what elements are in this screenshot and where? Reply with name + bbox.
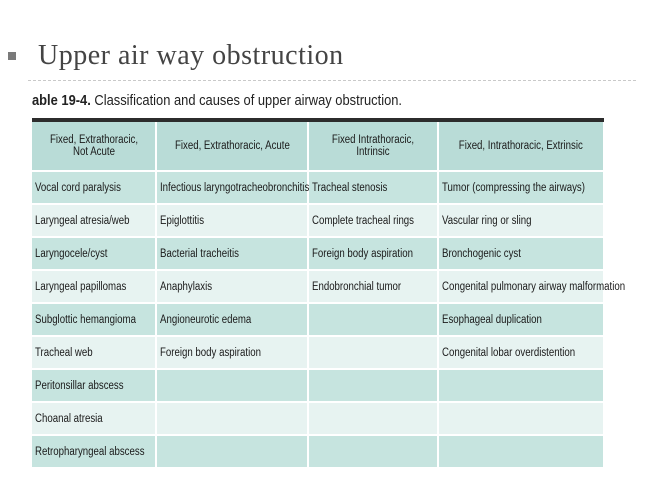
table-row [32,237,604,270]
table-cell [308,435,438,468]
table-cell: Tracheal stenosis [308,171,438,204]
table-cell: Laryngeal papillomas [32,270,156,303]
obstruction-table [32,122,626,469]
table-cell: Choanal atresia [32,402,156,435]
table-cell [156,402,308,435]
column-header: Fixed, Extrathoracic, Acute [156,122,308,171]
table-cell: Bacterial tracheitis [156,237,308,270]
table-cell [156,435,308,468]
table-row [32,171,604,204]
slide-accent-bar [0,0,28,82]
slide-accent-square [8,52,16,60]
table-cell: Foreign body aspiration [308,237,438,270]
column-header: Fixed, Intrathoracic, Extrinsic [438,122,604,171]
table-row [32,369,604,402]
table-cell: Anaphylaxis [156,270,308,303]
table-cell: Congenital pulmonary airway malformation [438,270,604,303]
table-cell [308,402,438,435]
table-cell: Subglottic hemangioma [32,303,156,336]
table-cell [156,369,308,402]
table-row [32,402,604,435]
table-cell: Congenital lobar overdistention [438,336,604,369]
table-cell [308,369,438,402]
table-caption [32,92,402,109]
table-cell [438,435,604,468]
table-cell [438,402,604,435]
table-cell: Retropharyngeal abscess [32,435,156,468]
table-caption-number: able 19-4. [32,92,91,109]
table-cell: Laryngocele/cyst [32,237,156,270]
table-row [32,336,604,369]
table-row [32,204,604,237]
table-row [32,270,604,303]
table-row [32,303,604,336]
table-cell [308,303,438,336]
table-caption-text: Classification and causes of upper airway obstruction. [90,92,403,109]
table-cell: Endobronchial tumor [308,270,438,303]
title-divider [28,80,636,81]
table-cell: Bronchogenic cyst [438,237,604,270]
table-cell: Tumor (compressing the airways) [438,171,604,204]
slide-title: Upper air way obstruction [38,40,344,71]
table-cell: Vascular ring or sling [438,204,604,237]
table-cell: Foreign body aspiration [156,336,308,369]
table-cell: Esophageal duplication [438,303,604,336]
table-cell: Tracheal web [32,336,156,369]
table-row [32,435,604,468]
table-header-row [32,122,604,171]
table-cell: Complete tracheal rings [308,204,438,237]
table-cell: Peritonsillar abscess [32,369,156,402]
table-cell [438,369,604,402]
table-cell [308,336,438,369]
table-cell: Infectious laryngotracheobronchitis [156,171,308,204]
table-cell: Laryngeal atresia/web [32,204,156,237]
table-cell: Epiglottitis [156,204,308,237]
table-cell: Angioneurotic edema [156,303,308,336]
column-header: Fixed Intrathoracic, Intrinsic [308,122,438,171]
table-cell: Vocal cord paralysis [32,171,156,204]
column-header: Fixed, Extrathoracic, Not Acute [32,122,156,171]
